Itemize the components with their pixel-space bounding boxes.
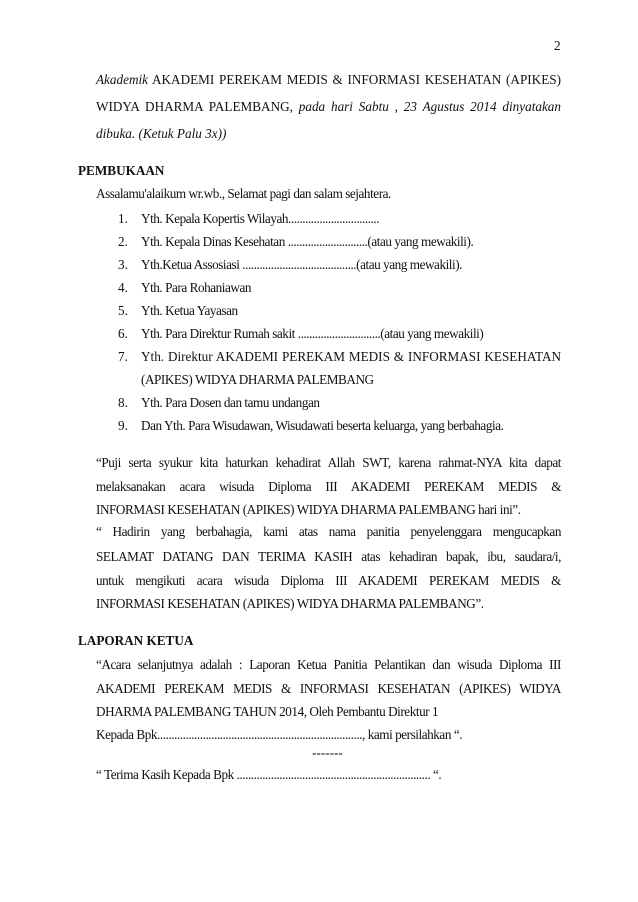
intro-date: pada hari Sabtu , 23 Agustus 2014 dinyatakan [298,99,561,114]
paragraph-syukur-line: INFORMASI KESEHATAN (APIKES) WIDYA DHARMA PALEMBANG hari ini”. [96,502,521,517]
list-item-num: 5. [118,303,128,318]
paragraph-welcome-line: SELAMAT DATANG DAN TERIMA KASIH atas kehadiran bapak, ibu, saudara/i, [96,549,561,564]
laporan-line: DHARMA PALEMBANG TAHUN 2014, Oleh Pembantu Direktur 1 [96,704,439,719]
laporan-line: “Acara selanjutnya adalah : Laporan Ketua Panitia Pelantikan dan wisuda Diploma III [96,657,561,672]
list-item-num: 7. [118,349,128,364]
intro-widya: WIDYA DHARMA PALEMBANG, [96,99,293,114]
list-item-num: 6. [118,326,128,341]
paragraph-syukur-line: “Puji serta syukur kita haturkan kehadirat Allah SWT, karena rahmat-NYA kita dapat [96,455,561,470]
list-item: Dan Yth. Para Wisudawan, Wisudawati beserta keluarga, yang berbahagia. [141,418,504,433]
list-item-num: 1. [118,211,128,226]
list-item: Yth. Kepala Kopertis Wilayah................................ [141,211,380,226]
intro-academy-name: AKADEMI PEREKAM MEDIS & INFORMASI KESEHATAN (APIKES) [152,72,561,87]
list-item-continuation: (APIKES) WIDYA DHARMA PALEMBANG [141,372,374,387]
laporan-line: AKADEMI PEREKAM MEDIS & INFORMASI KESEHATAN (APIKES) WIDYA [96,681,561,696]
paragraph-welcome-line: INFORMASI KESEHATAN (APIKES) WIDYA DHARMA PALEMBANG”. [96,596,484,611]
intro-akademik: Akademik [96,72,148,87]
list-item: Yth. Direktur AKADEMI PEREKAM MEDIS & INFORMASI KESEHATAN [141,349,561,364]
list-item: Yth.Ketua Assosiasi ........................................(atau yang mewakili). [141,257,463,272]
paragraph-welcome-line: untuk mengikuti acara wisuda Diploma III AKADEMI PEREKAM MEDIS & [96,573,561,588]
list-item: Yth. Kepala Dinas Kesehatan ............................(atau yang mewakili). [141,234,474,249]
intro-line-3: dibuka. (Ketuk Palu 3x)) [96,126,227,141]
list-item: Yth. Para Rohaniawan [141,280,252,295]
list-item-num: 9. [118,418,128,433]
laporan-line: Kepada Bpk........................................................................, kami persilahkan “. [96,727,463,742]
greeting: Assalamu'alaikum wr.wb., Selamat pagi dan salam sejahtera. [96,186,391,201]
list-item: Yth. Ketua Yayasan [141,303,238,318]
intro-line-2 [96,99,561,115]
heading-pembukaan: PEMBUKAAN [78,163,165,178]
list-item-num: 3. [118,257,128,272]
list-item-num: 2. [118,234,128,249]
intro-line-1 [96,72,561,88]
paragraph-welcome-line: “ Hadirin yang berbahagia, kami atas nama panitia penyelenggara mengucapkan [96,524,561,539]
heading-laporan-ketua: LAPORAN KETUA [78,633,194,648]
list-item-num: 8. [118,395,128,410]
separator: ------- [312,745,343,760]
list-item: Yth. Para Direktur Rumah sakit .............................(atau yang mewakili) [141,326,484,341]
list-item-num: 4. [118,280,128,295]
closing-line: “ Terima Kasih Kepada Bpk .................................................................... “. [96,767,442,782]
page-number: 2 [554,38,561,53]
paragraph-syukur-line: melaksanakan acara wisuda Diploma III AKADEMI PEREKAM MEDIS & [96,479,561,494]
list-item: Yth. Para Dosen dan tamu undangan [141,395,320,410]
